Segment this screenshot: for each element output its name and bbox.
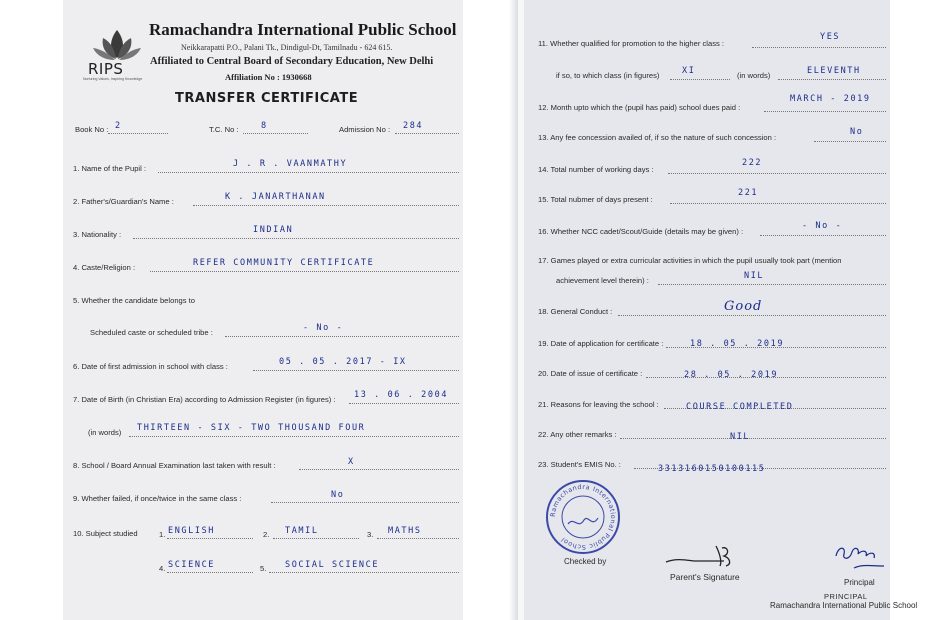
svg-text:Ramachandra International Publ: Ramachandra International Public School	[548, 482, 618, 552]
certificate-title: TRANSFER CERTIFICATE	[175, 91, 359, 106]
field-label: 14. Total number of working days :	[538, 165, 654, 174]
principal-caps-label: PRINCIPAL	[824, 592, 868, 601]
dotted-line	[752, 47, 886, 48]
subject-number: 2.	[263, 530, 270, 539]
field-label: 2. Father's/Guardian's Name :	[73, 197, 174, 206]
school-name: Ramachandra International Public School	[149, 20, 457, 39]
subject-number: 5.	[260, 564, 267, 573]
field-value: THIRTEEN - SIX - TWO THOUSAND FOUR	[137, 423, 366, 433]
field-label: Scheduled caste or scheduled tribe :	[90, 328, 213, 337]
logo-tagline: Nurturing Values, Inspiring Knowledge	[83, 77, 143, 81]
field-value: MARCH - 2019	[790, 94, 871, 104]
school-footer: Ramachandra International Public School	[770, 601, 918, 610]
dotted-line	[167, 538, 253, 539]
dotted-line	[764, 111, 886, 112]
dotted-line	[150, 271, 459, 272]
dotted-line	[299, 469, 459, 470]
field-label: 19. Date of application for certificate :	[538, 339, 664, 348]
dotted-line	[193, 205, 459, 206]
field-label: 16. Whether NCC cadet/Scout/Guide (details may be given) :	[538, 227, 744, 236]
field-label: 9. Whether failed, if once/twice in the same class :	[73, 494, 242, 503]
field-value: YES	[820, 32, 841, 42]
dotted-line	[158, 172, 459, 173]
field-value: 221	[738, 188, 759, 198]
field-label: 21. Reasons for leaving the school :	[538, 400, 659, 409]
certificate-page-left	[63, 0, 463, 620]
field-label: 23. Student's EMIS No. :	[538, 460, 621, 469]
field-value: 18 . 05 . 2019	[690, 339, 785, 349]
school-affiliation: Affiliated to Central Board of Secondary Education, New Delhi	[150, 56, 434, 67]
book-no-label: Book No :	[75, 125, 109, 134]
field-label: 22. Any other remarks :	[538, 430, 617, 439]
parent-signature-label: Parent's Signature	[670, 572, 740, 582]
field-value: - No -	[802, 221, 843, 231]
admission-no-label: Admission No :	[339, 125, 391, 134]
field-value: - No -	[303, 323, 344, 333]
field-value: No	[850, 127, 864, 137]
logo-text: RIPS	[88, 60, 124, 78]
field-value: COURSE COMPLETED	[686, 402, 794, 412]
field-value: 13 . 06 . 2004	[354, 390, 449, 400]
dotted-line	[670, 79, 730, 80]
field-value: No	[331, 490, 345, 500]
field-label: 6. Date of first admission in school with class :	[73, 362, 228, 371]
school-address: Neikkarapatti P.O., Palani Tk., Dindigul-Dt, Tamilnadu - 624 615.	[181, 43, 393, 52]
dotted-line	[760, 235, 886, 236]
dotted-line	[167, 572, 253, 573]
subject-name: MATHS	[388, 526, 422, 536]
dotted-line	[108, 133, 168, 134]
subject-number: 3.	[367, 530, 374, 539]
checked-by-label: Checked by	[564, 557, 607, 566]
field-value: 28 . 05 . 2019	[684, 370, 779, 380]
dotted-line	[814, 141, 886, 142]
principal-signature-mark	[832, 540, 892, 576]
dotted-line	[269, 572, 459, 573]
field-label: achievement level therein) :	[556, 276, 649, 285]
dotted-line	[620, 438, 886, 439]
field-value: X	[348, 457, 355, 467]
field-value: 3313160150100115	[658, 464, 766, 474]
subject-name: SCIENCE	[168, 560, 216, 570]
field-label: 3. Nationality :	[73, 230, 122, 239]
dotted-line	[225, 336, 459, 337]
dotted-line	[349, 403, 459, 404]
field-label: 11. Whether qualified for promotion to the higher class :	[538, 39, 725, 48]
dotted-line	[778, 79, 886, 80]
dotted-line	[618, 315, 886, 316]
dotted-line	[133, 238, 459, 239]
field-label: (in words)	[88, 428, 122, 437]
field-label: 18. General Conduct :	[538, 307, 613, 316]
admission-no-value: 284	[403, 121, 424, 131]
field-value: 222	[742, 158, 763, 168]
field-label: 4. Caste/Religion :	[73, 263, 136, 272]
subject-name: SOCIAL SCIENCE	[285, 560, 380, 570]
field-label: 5. Whether the candidate belongs to	[73, 296, 196, 305]
field-label: 20. Date of issue of certificate :	[538, 369, 643, 378]
field-label: if so, to which class (in figures)	[556, 71, 660, 80]
field-label: (in words)	[737, 71, 771, 80]
field-value: XI	[682, 66, 696, 76]
dotted-line	[658, 284, 886, 285]
field-label: 10. Subject studied	[73, 529, 138, 538]
field-value: REFER COMMUNITY CERTIFICATE	[193, 258, 375, 268]
dotted-line	[395, 133, 459, 134]
field-value: J . R . VAANMATHY	[233, 159, 348, 169]
field-value: INDIAN	[253, 225, 294, 235]
field-label: 13. Any fee concession availed of, if so the nature of such concession :	[538, 133, 777, 142]
field-label: 15. Total nubmer of days present :	[538, 195, 653, 204]
book-spine	[509, 0, 518, 620]
dotted-line	[670, 203, 886, 204]
field-value: NIL	[744, 271, 765, 281]
dotted-line	[668, 173, 886, 174]
school-affiliation-no: Affiliation No : 1930668	[225, 72, 312, 82]
field-label: 12. Month upto which the (pupil has paid) school dues paid :	[538, 103, 741, 112]
dotted-line	[273, 538, 359, 539]
tc-no-value: 8	[261, 121, 268, 131]
dotted-line	[243, 133, 308, 134]
field-label: 1. Name of the Pupil :	[73, 164, 147, 173]
subject-number: 4.	[159, 564, 166, 573]
field-value: NIL	[730, 432, 751, 442]
book-no-value: 2	[115, 121, 122, 131]
dotted-line	[377, 538, 459, 539]
principal-label: Principal	[844, 578, 875, 587]
tc-no-label: T.C. No :	[209, 125, 239, 134]
dotted-line	[271, 502, 459, 503]
field-label: 17. Games played or extra curricular activities in which the pupil usually took part (mention	[538, 256, 842, 265]
field-value: Good	[724, 299, 763, 314]
dotted-line	[253, 370, 459, 371]
field-value: K . JANARTHANAN	[225, 192, 326, 202]
school-seal-stamp	[544, 478, 622, 556]
dotted-line	[129, 436, 459, 437]
field-value: 05 . 05 . 2017 - IX	[279, 357, 407, 367]
subject-name: TAMIL	[285, 526, 319, 536]
field-value: ELEVENTH	[807, 66, 861, 76]
field-label: 7. Date of Birth (in Christian Era) according to Admission Register (in figures) :	[73, 395, 336, 404]
field-label: 8. School / Board Annual Examination last taken with result :	[73, 461, 276, 470]
subject-number: 1.	[159, 530, 166, 539]
subject-name: ENGLISH	[168, 526, 216, 536]
certificate-page-right	[518, 0, 918, 620]
parent-signature-mark	[664, 540, 744, 570]
